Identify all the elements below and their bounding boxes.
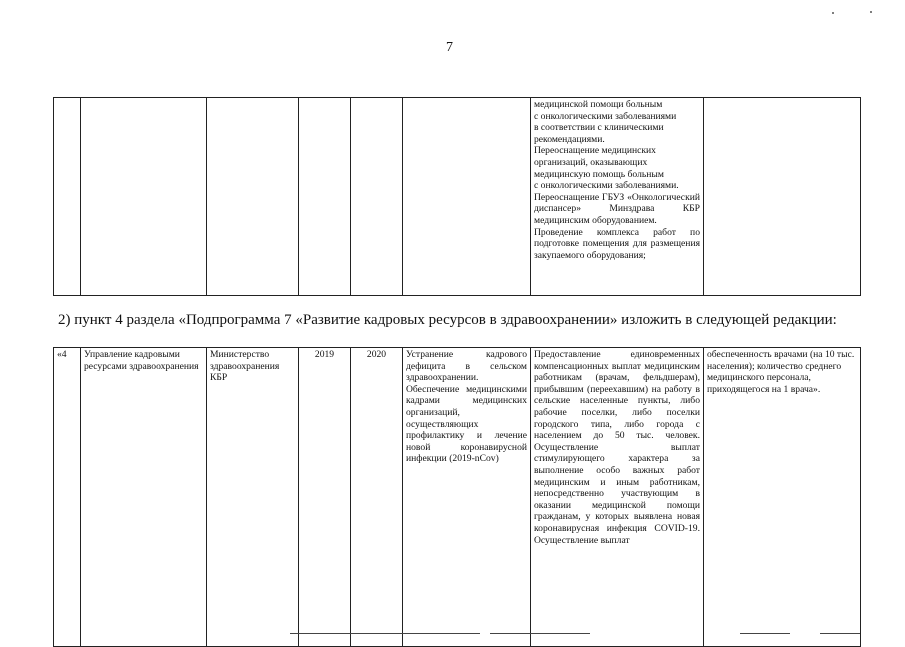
page-number: 7 (446, 40, 453, 55)
item-end-year: 2020 (351, 348, 403, 647)
item-name: Управление кадровыми ресурсами здравоохранения (81, 348, 207, 647)
table-row (54, 348, 861, 647)
cell-text: с онкологическими заболеваниями. (534, 180, 679, 192)
cell-text: медицинской помощи больным (534, 99, 663, 110)
item-indicators: обеспеченность врачами (на 10 тыс. населения); количество среднего медицинского персонала, приходящегося на 1 врача». (704, 348, 861, 647)
table-continuation (53, 97, 861, 296)
item-number: «4 (54, 348, 81, 647)
cell-text: в соответствии с клиническими (534, 122, 664, 134)
subprogram-table (53, 347, 861, 647)
table-row (54, 98, 861, 296)
item-measures: Предоставление единовременных компенсационных выплат медицинским работникам (врачам, фельдшерам), прибывшим (переехавшим) на работу в сельские населенные пункты, либо рабочие поселки, либо поселки городского типа, либо города с населением до 50 тыс. человек. Осуществление выплат стимулирующего характера за выполнение особо важных работ медицинским и иным работникам, непосредственно участвующим в оказании медицинской помощи гражданам, у которых выявлена новая коронавирусная инфекция COVID-19. Осуществление выплат (531, 348, 704, 647)
scan-line (820, 633, 860, 634)
table-cell (299, 98, 351, 296)
cell-text: рекомендациями. (534, 133, 605, 145)
item-start-year: 2019 (299, 348, 351, 647)
table-cell (54, 98, 81, 296)
table-cell (351, 98, 403, 296)
scan-speck (832, 12, 834, 14)
scan-line (740, 633, 790, 634)
item-problem: Устранение кадрового дефицита в сельском здравоохранении. Обеспечение медицинскими кадрами медицинских организаций, осуществляющих профилактику и лечение новой коронавирусной инфекции (2019-nCov) (403, 348, 531, 647)
table-cell (207, 98, 299, 296)
cell-text: Переоснащение ГБУЗ «Онкологический диспансер» Минздрава КБР медицинским оборудованием. (534, 191, 700, 226)
cell-text: Проведение комплекса работ по подготовке помещения для размещения закупаемого оборудования; (534, 226, 700, 261)
scan-line (490, 633, 590, 634)
measures-cell (531, 98, 704, 296)
table-cell (704, 98, 861, 296)
cell-text: медицинскую помощь больным (534, 168, 664, 180)
item-executor: Министерство здравоохранения КБР (207, 348, 299, 647)
amendment-paragraph: 2) пункт 4 раздела «Подпрограмма 7 «Развитие кадровых ресурсов в здравоохранении» изложить в следующей редакции: (58, 312, 837, 328)
table-cell (403, 98, 531, 296)
scan-line (290, 633, 480, 634)
cell-text: с онкологическими заболеваниями (534, 110, 677, 122)
cell-text: Переоснащение медицинских (534, 145, 656, 157)
table-cell (81, 98, 207, 296)
scan-speck (870, 11, 872, 13)
cell-text: организаций, оказывающих (534, 156, 648, 168)
